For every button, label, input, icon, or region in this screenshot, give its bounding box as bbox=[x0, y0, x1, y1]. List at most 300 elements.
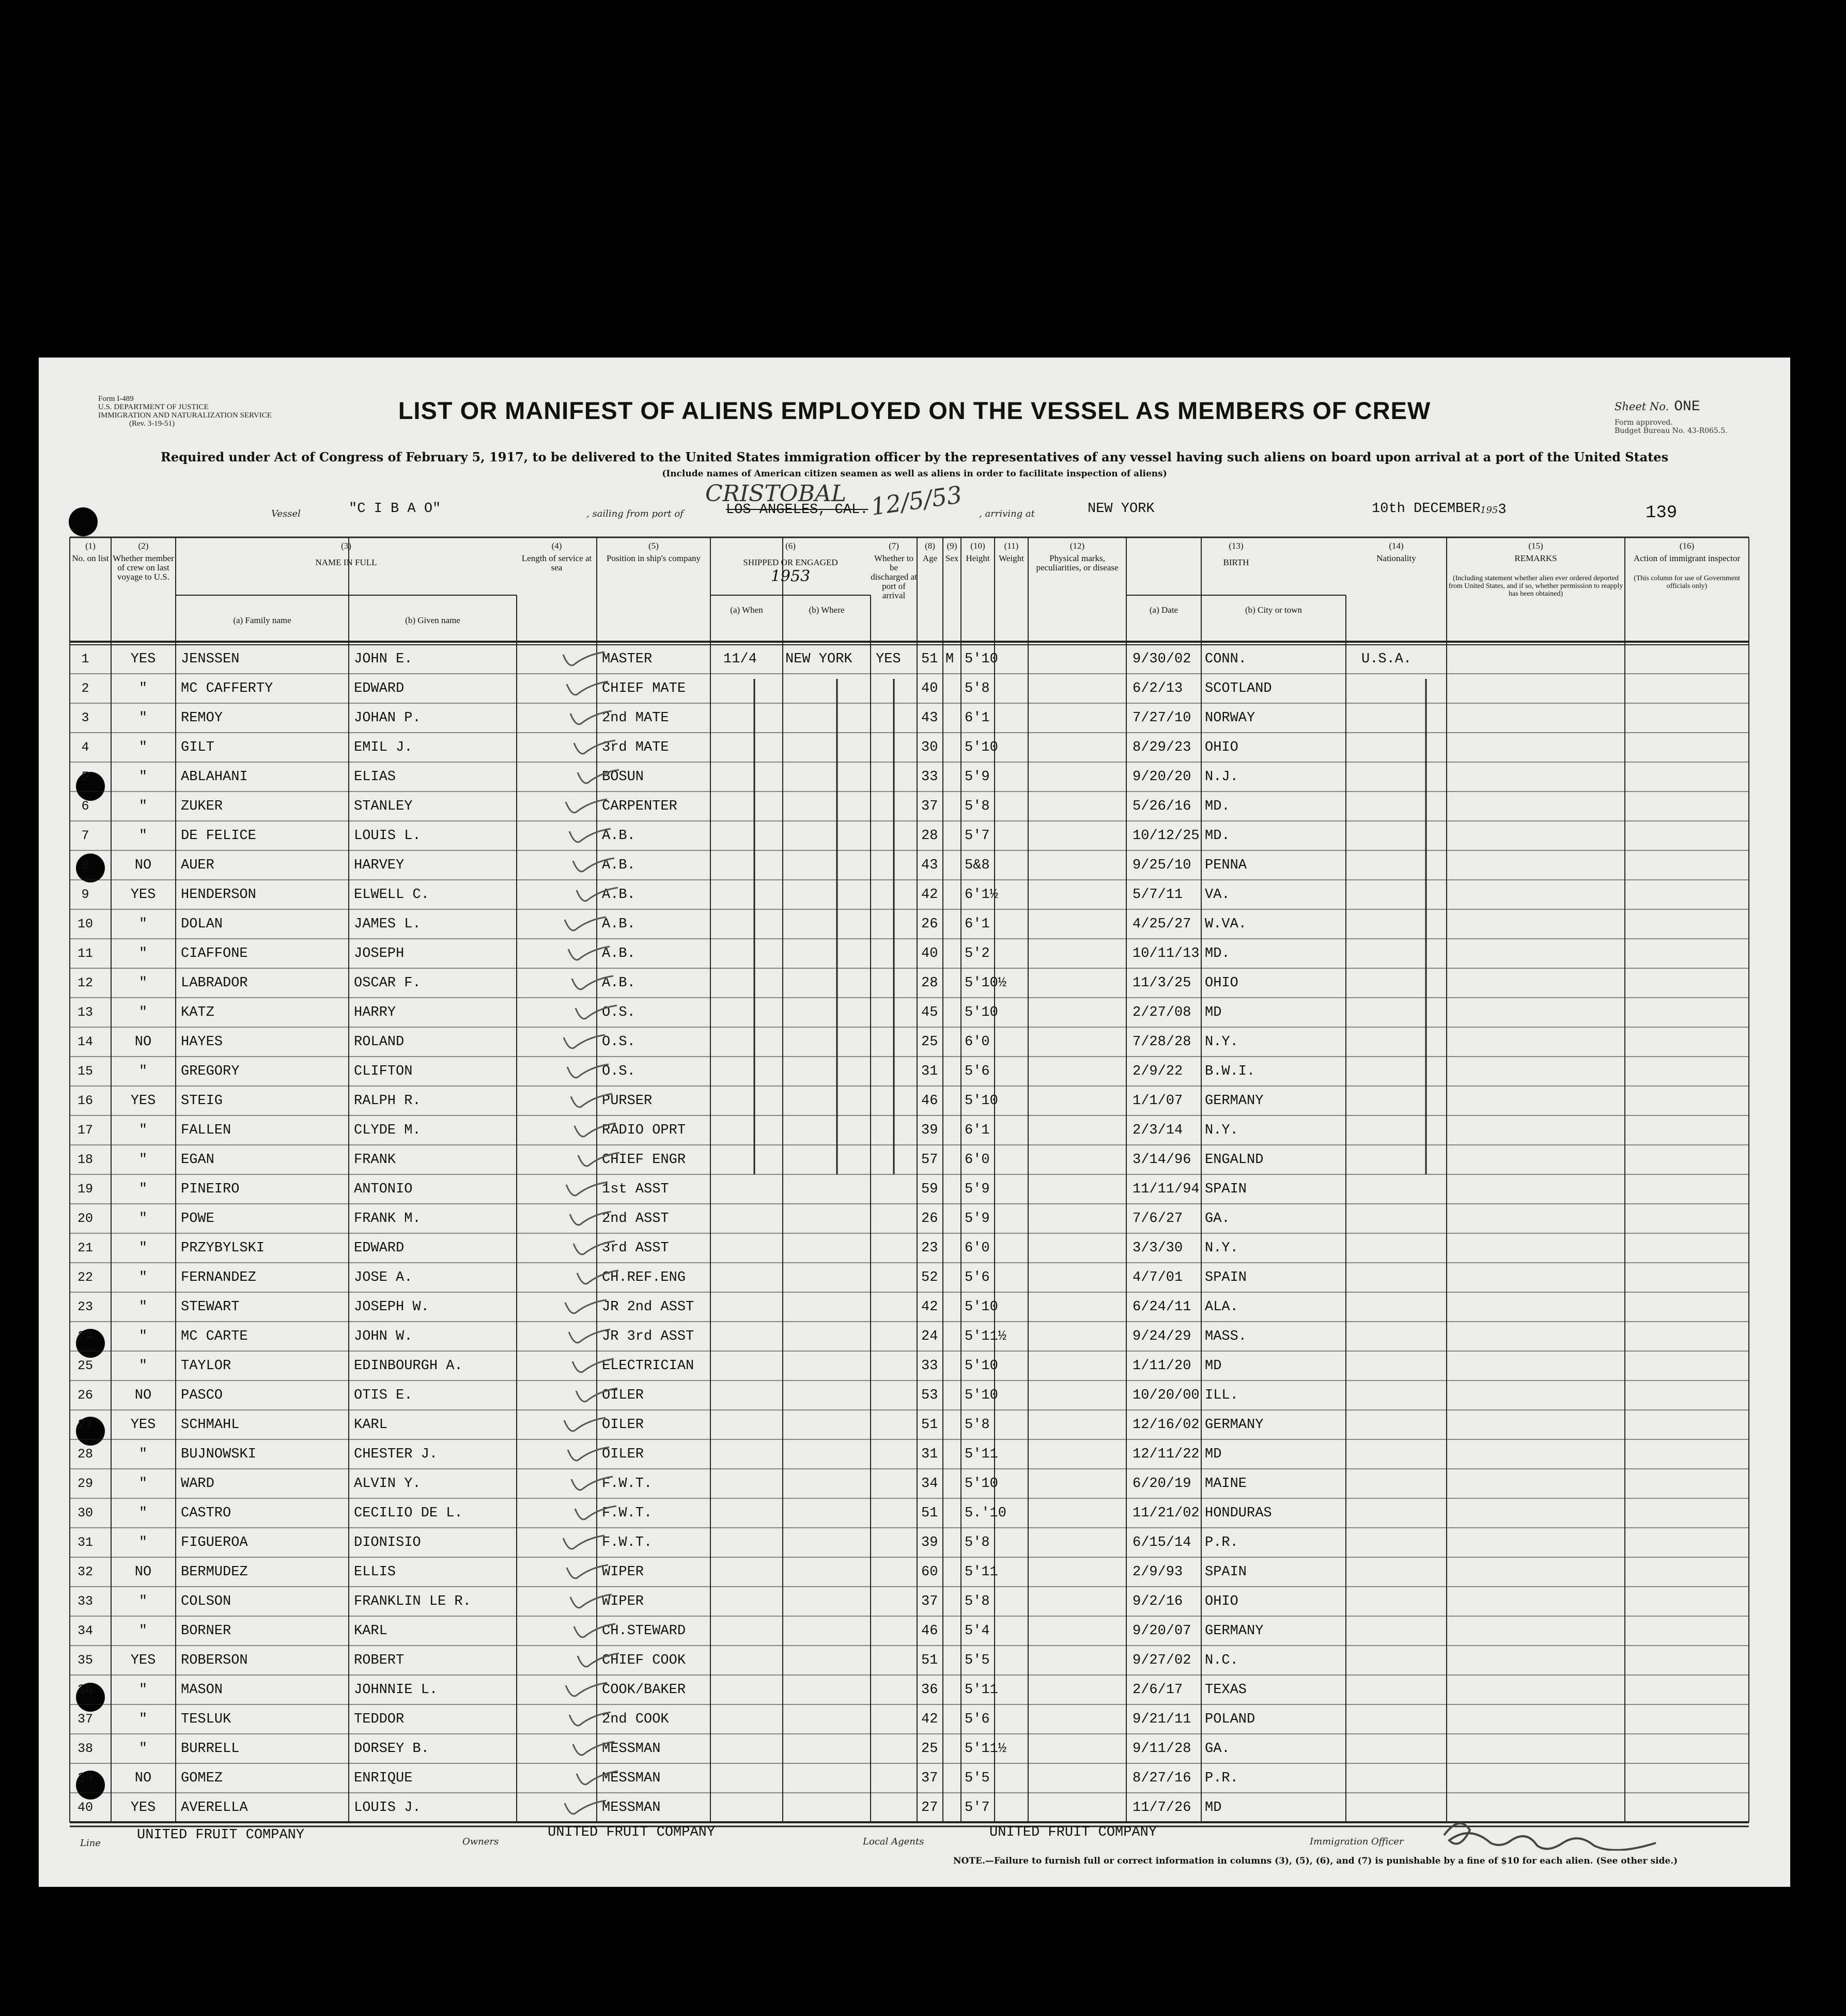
crew-no: 30 bbox=[77, 1506, 93, 1521]
crew-family: GREGORY bbox=[181, 1064, 240, 1079]
service-check-mark bbox=[574, 885, 620, 906]
crew-no: 12 bbox=[77, 975, 93, 990]
crew-no: 11 bbox=[77, 946, 93, 961]
local-agents-label: Local Agents bbox=[863, 1836, 924, 1847]
crew-family: STEIG bbox=[181, 1093, 223, 1109]
include-note: (Include names of American citizen seamen as well as aliens in order to facilitate inspection of aliens) bbox=[662, 469, 1167, 479]
header-c13-text: BIRTH bbox=[1223, 557, 1249, 567]
crew-birth-date: 9/20/20 bbox=[1133, 769, 1191, 785]
crew-family: FERNANDEZ bbox=[181, 1270, 256, 1285]
crew-position: OILER bbox=[602, 1388, 644, 1403]
crew-no: 23 bbox=[77, 1299, 93, 1314]
crew-position: F.W.T. bbox=[602, 1535, 653, 1550]
service-check-mark bbox=[575, 767, 622, 788]
crew-given: EDWARD bbox=[354, 1240, 405, 1256]
crew-age: 51 bbox=[921, 1653, 938, 1668]
year-suffix: 3 bbox=[1498, 502, 1507, 518]
owners-value: UNITED FRUIT COMPANY bbox=[548, 1825, 716, 1840]
crew-position: CHIEF MATE bbox=[602, 681, 686, 696]
crew-birth-place: GERMANY bbox=[1205, 1623, 1264, 1639]
sailing-date-handwritten: 12/5/53 bbox=[869, 480, 964, 521]
form-revision: (Rev. 3-19-51) bbox=[129, 420, 175, 428]
header-c3-family: (a) Family name bbox=[233, 615, 291, 625]
service-check-mark bbox=[571, 1621, 618, 1642]
crew-birth-date: 7/6/27 bbox=[1133, 1211, 1183, 1227]
crew-height: 5'6 bbox=[965, 1270, 990, 1285]
service-check-mark bbox=[572, 1121, 618, 1141]
crew-birth-date: 6/24/11 bbox=[1133, 1299, 1191, 1315]
crew-height: 5'8 bbox=[965, 1535, 990, 1550]
crew-family: POWE bbox=[181, 1211, 214, 1227]
crew-age: 25 bbox=[921, 1034, 938, 1050]
crew-height: 5'11 bbox=[965, 1682, 998, 1698]
crew-prev: " bbox=[138, 1005, 148, 1020]
crew-birth-date: 5/7/11 bbox=[1133, 887, 1183, 903]
crew-birth-place: MASS. bbox=[1205, 1329, 1247, 1344]
crew-birth-date: 5/26/16 bbox=[1133, 799, 1191, 814]
service-check-mark bbox=[567, 1209, 614, 1230]
crew-no: 10 bbox=[77, 917, 93, 932]
crew-no: 31 bbox=[77, 1535, 93, 1550]
crew-given: JOHN E. bbox=[354, 652, 413, 667]
crew-family: GILT bbox=[181, 740, 214, 755]
crew-given: FRANKLIN LE R. bbox=[354, 1594, 471, 1609]
act-statement: Required under Act of Congress of February 5, 1917, to be delivered to the United States immigration officer by the representatives of any vessel having such aliens on board upon arrival at a port of the United States bbox=[160, 449, 1669, 464]
crew-family: PASCO bbox=[181, 1388, 223, 1403]
crew-birth-place: MD bbox=[1205, 1358, 1222, 1374]
crew-height: 5'10 bbox=[965, 1476, 998, 1492]
crew-birth-date: 8/29/23 bbox=[1133, 740, 1191, 755]
service-check-mark bbox=[570, 1739, 617, 1760]
crew-given: ELWELL C. bbox=[354, 887, 429, 903]
crew-no: 15 bbox=[77, 1064, 93, 1079]
header-c2-num: (2) bbox=[138, 541, 149, 551]
service-check-mark bbox=[564, 1180, 610, 1200]
crew-family: BUJNOWSKI bbox=[181, 1447, 256, 1462]
crew-age: 53 bbox=[921, 1388, 938, 1403]
crew-birth-date: 11/7/26 bbox=[1133, 1800, 1191, 1816]
crew-birth-date: 9/27/02 bbox=[1133, 1653, 1191, 1668]
crew-given: JOHAN P. bbox=[354, 710, 421, 726]
crew-given: EDWARD bbox=[354, 681, 405, 696]
crew-family: TAYLOR bbox=[181, 1358, 231, 1374]
page-title: LIST OR MANIFEST OF ALIENS EMPLOYED ON THE VESSEL AS MEMBERS OF CREW bbox=[398, 397, 1431, 424]
crew-age: 37 bbox=[921, 799, 938, 814]
crew-family: GOMEZ bbox=[181, 1771, 223, 1786]
crew-no: 20 bbox=[77, 1211, 93, 1226]
crew-family: ROBERSON bbox=[181, 1653, 248, 1668]
crew-given: JAMES L. bbox=[354, 917, 421, 932]
crew-position: JR 3rd ASST bbox=[602, 1329, 694, 1344]
header-c11-text: Weight bbox=[999, 553, 1024, 563]
crew-no: 25 bbox=[77, 1358, 93, 1373]
vessel-label: Vessel bbox=[271, 508, 301, 519]
crew-prev: " bbox=[138, 1623, 148, 1639]
service-check-mark bbox=[563, 797, 610, 817]
crew-birth-place: SPAIN bbox=[1205, 1182, 1247, 1197]
crew-height: 5'8 bbox=[965, 681, 990, 696]
crew-prev: " bbox=[138, 1594, 148, 1609]
crew-prev: " bbox=[138, 1358, 148, 1374]
manifest-page bbox=[39, 358, 1790, 1887]
crew-position: 3rd ASST bbox=[602, 1240, 669, 1256]
crew-birth-place: HONDURAS bbox=[1205, 1506, 1272, 1521]
header-c1-text: No. on list bbox=[72, 553, 109, 563]
crew-height: 5'11 bbox=[965, 1447, 998, 1462]
crew-position: F.W.T. bbox=[602, 1476, 653, 1492]
crew-position: A.B. bbox=[602, 975, 635, 991]
crew-birth-place: TEXAS bbox=[1205, 1682, 1247, 1698]
crew-age: 43 bbox=[921, 710, 938, 726]
crew-prev: YES bbox=[130, 1093, 156, 1109]
service-check-mark bbox=[573, 1003, 619, 1023]
crew-prev: YES bbox=[130, 652, 156, 667]
header-c7-num: (7) bbox=[889, 541, 899, 551]
crew-family: SCHMAHL bbox=[181, 1417, 240, 1433]
header-c8-text: Age bbox=[922, 553, 938, 563]
service-check-mark bbox=[563, 1297, 609, 1318]
crew-age: 60 bbox=[921, 1564, 938, 1580]
crew-no: 3 bbox=[81, 710, 89, 725]
crew-prev: " bbox=[138, 1123, 148, 1138]
header-c16-sub: (This column for use of Government officials only) bbox=[1634, 575, 1740, 590]
crew-height: 5'10 bbox=[965, 1005, 998, 1020]
crew-given: JOSEPH bbox=[354, 946, 405, 962]
crew-birth-date: 9/25/10 bbox=[1133, 858, 1191, 873]
crew-no: 4 bbox=[81, 740, 89, 755]
crew-birth-place: MD. bbox=[1205, 828, 1230, 844]
crew-no: 21 bbox=[77, 1240, 93, 1255]
crew-height: 5'7 bbox=[965, 1800, 990, 1816]
service-check-mark bbox=[564, 1562, 611, 1583]
officer-signature bbox=[1434, 1815, 1671, 1851]
crew-age: 30 bbox=[921, 740, 938, 755]
crew-no: 16 bbox=[77, 1093, 93, 1108]
crew-position: A.B. bbox=[602, 828, 635, 844]
crew-birth-date: 10/20/00 bbox=[1133, 1388, 1200, 1403]
crew-position: CARPENTER bbox=[602, 799, 677, 814]
crew-birth-date: 2/27/08 bbox=[1133, 1005, 1191, 1020]
crew-age: 36 bbox=[921, 1682, 938, 1698]
crew-height: 5'5 bbox=[965, 1771, 990, 1786]
header-c5-text: Position in ship's company bbox=[606, 553, 701, 563]
crew-prev: " bbox=[138, 1712, 148, 1727]
crew-birth-place: SPAIN bbox=[1205, 1564, 1247, 1580]
crew-birth-place: GERMANY bbox=[1205, 1417, 1264, 1433]
crew-prev: NO bbox=[134, 1388, 152, 1403]
crew-prev: " bbox=[138, 769, 148, 785]
crew-age: 51 bbox=[921, 1506, 938, 1521]
crew-birth-date: 12/16/02 bbox=[1133, 1417, 1200, 1433]
crew-given: DORSEY B. bbox=[354, 1741, 429, 1757]
crew-age: 59 bbox=[921, 1182, 938, 1197]
crew-no: 18 bbox=[77, 1152, 93, 1167]
sheet-label: Sheet No. bbox=[1615, 400, 1669, 413]
service-check-mark bbox=[570, 1356, 616, 1377]
crew-height: 5&8 bbox=[965, 858, 990, 873]
crew-position: BOSUN bbox=[602, 769, 644, 785]
crew-no: 35 bbox=[77, 1653, 93, 1668]
header-c10-num: (10) bbox=[970, 541, 985, 551]
service-check-mark bbox=[570, 856, 617, 876]
crew-height: 6'0 bbox=[965, 1240, 990, 1256]
crew-birth-date: 9/21/11 bbox=[1133, 1712, 1191, 1727]
crew-birth-place: ILL. bbox=[1205, 1388, 1238, 1403]
page-number: 139 bbox=[1646, 503, 1678, 523]
header-c3-text: NAME IN FULL bbox=[315, 557, 377, 567]
form-number: Form I-489 bbox=[98, 395, 134, 403]
header-c10-text: Height bbox=[966, 553, 990, 563]
crew-prev: NO bbox=[134, 1034, 152, 1050]
crew-height: 5'10 bbox=[965, 1358, 998, 1374]
crew-family: TESLUK bbox=[181, 1712, 231, 1727]
crew-birth-date: 7/27/10 bbox=[1133, 710, 1191, 726]
crew-position: CH.STEWARD bbox=[602, 1623, 686, 1639]
service-check-mark bbox=[569, 973, 616, 994]
crew-family: AVERELLA bbox=[181, 1800, 248, 1816]
crew-height: 5'2 bbox=[965, 946, 990, 962]
crew-birth-place: MD. bbox=[1205, 946, 1230, 962]
crew-family: DOLAN bbox=[181, 917, 223, 932]
crew-age: 51 bbox=[921, 652, 938, 667]
crew-given: OTIS E. bbox=[354, 1388, 413, 1403]
crew-height: 5'8 bbox=[965, 1417, 990, 1433]
crew-given: STANLEY bbox=[354, 799, 413, 814]
crew-position: CH.REF.ENG bbox=[602, 1270, 686, 1285]
crew-birth-place: CONN. bbox=[1205, 652, 1247, 667]
header-c4-num: (4) bbox=[551, 541, 562, 551]
crew-family: AUER bbox=[181, 858, 214, 873]
crew-age: 45 bbox=[921, 1005, 938, 1020]
crew-no: 2 bbox=[81, 681, 89, 696]
crew-family: DE FELICE bbox=[181, 828, 256, 844]
header-c9-num: (9) bbox=[947, 541, 957, 551]
crew-family: ABLAHANI bbox=[181, 769, 248, 785]
crew-age: 24 bbox=[921, 1329, 938, 1344]
crew-position: OILER bbox=[602, 1417, 644, 1433]
crew-age: 25 bbox=[921, 1741, 938, 1757]
crew-no: 27 bbox=[77, 1417, 93, 1432]
crew-birth-place: NORWAY bbox=[1205, 710, 1255, 726]
crew-position: MASTER bbox=[602, 652, 653, 667]
crew-position: PURSER bbox=[602, 1093, 653, 1109]
header-c13-num: (13) bbox=[1229, 541, 1244, 551]
crew-birth-place: MAINE bbox=[1205, 1476, 1247, 1492]
service-check-mark bbox=[562, 1798, 609, 1819]
crew-birth-date: 12/11/22 bbox=[1133, 1447, 1200, 1462]
service-check-mark bbox=[565, 1062, 611, 1082]
crew-given: ALVIN Y. bbox=[354, 1476, 421, 1492]
crew-birth-place: N.Y. bbox=[1205, 1240, 1238, 1256]
crew-age: 26 bbox=[921, 917, 938, 932]
crew-position: 1st ASST bbox=[602, 1182, 669, 1197]
header-c7-text: Whether to be discharged at port of arrival bbox=[871, 553, 917, 600]
crew-given: KARL bbox=[354, 1417, 387, 1433]
crew-prev: " bbox=[138, 1506, 148, 1521]
arriving-port: NEW YORK bbox=[1088, 501, 1155, 517]
crew-birth-place: N.Y. bbox=[1205, 1123, 1238, 1138]
crew-birth-date: 10/11/13 bbox=[1133, 946, 1200, 962]
service-check-mark bbox=[563, 1680, 610, 1701]
crew-height: 5'9 bbox=[965, 1182, 990, 1197]
crew-height: 5'11½ bbox=[965, 1329, 1007, 1344]
crew-given: EMIL J. bbox=[354, 740, 413, 755]
crew-age: 43 bbox=[921, 858, 938, 873]
crew-birth-date: 3/3/30 bbox=[1133, 1240, 1183, 1256]
crew-given: ELLIS bbox=[354, 1564, 396, 1580]
form-department: U.S. DEPARTMENT OF JUSTICE bbox=[98, 403, 209, 411]
line-label: Line bbox=[80, 1838, 101, 1849]
header-c2-text: Whether member of crew on last voyage to U.S. bbox=[113, 553, 174, 582]
crew-prev: " bbox=[138, 740, 148, 755]
crew-height: 6'1½ bbox=[965, 887, 998, 903]
crew-age: 27 bbox=[921, 1800, 938, 1816]
crew-no: 33 bbox=[77, 1594, 93, 1609]
crew-no: 39 bbox=[77, 1771, 93, 1786]
crew-family: EGAN bbox=[181, 1152, 214, 1168]
crew-position: 2nd MATE bbox=[602, 710, 669, 726]
crew-birth-date: 2/6/17 bbox=[1133, 1682, 1183, 1698]
crew-prev: " bbox=[138, 1182, 148, 1197]
crew-age: 51 bbox=[921, 1417, 938, 1433]
crew-birth-place: OHIO bbox=[1205, 1594, 1238, 1609]
crew-given: LOUIS J. bbox=[354, 1800, 421, 1816]
crew-age: 57 bbox=[921, 1152, 938, 1168]
line-value: UNITED FRUIT COMPANY bbox=[137, 1827, 305, 1843]
crew-position: O.S. bbox=[602, 1005, 635, 1020]
header-c15-sub: (Including statement whether alien ever ordered deported from United States, and if so, whether permission to reapply has been obtained) bbox=[1448, 575, 1623, 598]
crew-height: 5'10½ bbox=[965, 975, 1007, 991]
crew-position: A.B. bbox=[602, 858, 635, 873]
crew-no: 9 bbox=[81, 887, 89, 902]
crew-no: 7 bbox=[81, 828, 89, 843]
crew-given: ANTONIO bbox=[354, 1182, 413, 1197]
service-check-mark bbox=[561, 1032, 608, 1053]
crew-prev: " bbox=[138, 1329, 148, 1344]
crew-height: 5'10 bbox=[965, 1388, 998, 1403]
crew-prev: " bbox=[138, 1211, 148, 1227]
crew-prev: YES bbox=[130, 1800, 156, 1816]
crew-birth-date: 4/25/27 bbox=[1133, 917, 1191, 932]
crew-height: 5'10 bbox=[965, 1299, 998, 1315]
crew-prev: " bbox=[138, 1447, 148, 1462]
crew-birth-place: N.C. bbox=[1205, 1653, 1238, 1668]
crew-position: O.S. bbox=[602, 1064, 635, 1079]
crew-family: FALLEN bbox=[181, 1123, 231, 1138]
header-c8-num: (8) bbox=[925, 541, 935, 551]
header-c6-year: 1953 bbox=[770, 567, 811, 585]
crew-position: 2nd COOK bbox=[602, 1712, 669, 1727]
crew-prev: " bbox=[138, 828, 148, 844]
crew-position: MESSMAN bbox=[602, 1800, 661, 1816]
crew-position: ELECTRICIAN bbox=[602, 1358, 694, 1374]
crew-sex: M bbox=[945, 652, 954, 667]
crew-birth-date: 1/1/07 bbox=[1133, 1093, 1183, 1109]
crew-family: KATZ bbox=[181, 1005, 214, 1020]
header-c12-num: (12) bbox=[1069, 541, 1085, 551]
crew-prev: " bbox=[138, 1535, 148, 1550]
crew-given: CLYDE M. bbox=[354, 1123, 421, 1138]
service-check-mark bbox=[575, 1651, 622, 1671]
local-agents-value: UNITED FRUIT COMPANY bbox=[989, 1825, 1157, 1840]
header-c14-text: Nationality bbox=[1376, 553, 1416, 563]
crew-height: 6'1 bbox=[965, 917, 990, 932]
crew-no: 40 bbox=[77, 1800, 93, 1815]
crew-position: CHIEF ENGR bbox=[602, 1152, 686, 1168]
crew-prev: " bbox=[138, 1240, 148, 1256]
crew-position: CHIEF COOK bbox=[602, 1653, 686, 1668]
crew-birth-place: P.R. bbox=[1205, 1771, 1238, 1786]
crew-family: LABRADOR bbox=[181, 975, 248, 991]
service-check-mark bbox=[571, 1238, 617, 1259]
penalty-note: NOTE.—Failure to furnish full or correct information in columns (3), (5), (6), and (7) is punishable by a fine of $10 for each alien. (See other side.) bbox=[953, 1856, 1678, 1866]
service-check-mark bbox=[569, 1474, 615, 1495]
service-check-mark bbox=[575, 1268, 621, 1289]
crew-age: 37 bbox=[921, 1594, 938, 1609]
sailing-port-handwritten: CRISTOBAL bbox=[705, 480, 847, 507]
crew-prev: " bbox=[138, 1741, 148, 1757]
crew-position: OILER bbox=[602, 1447, 644, 1462]
crew-birth-date: 3/14/96 bbox=[1133, 1152, 1191, 1168]
crew-prev: NO bbox=[134, 858, 152, 873]
header-c1-num: (1) bbox=[85, 541, 96, 551]
crew-birth-place: P.R. bbox=[1205, 1535, 1238, 1550]
service-check-mark bbox=[561, 1533, 607, 1554]
crew-position: 2nd ASST bbox=[602, 1211, 669, 1227]
crew-age: 42 bbox=[921, 1712, 938, 1727]
header-c9-text: Sex bbox=[945, 553, 959, 563]
crew-height: 5'11 bbox=[965, 1564, 998, 1580]
header-c15-num: (15) bbox=[1528, 541, 1543, 551]
crew-age: 46 bbox=[921, 1093, 938, 1109]
crew-age: 39 bbox=[921, 1535, 938, 1550]
crew-given: KARL bbox=[354, 1623, 387, 1639]
crew-position: JR 2nd ASST bbox=[602, 1299, 694, 1315]
header-c12-text: Physical marks, peculiarities, or disease bbox=[1036, 553, 1119, 572]
crew-height: 5.'10 bbox=[965, 1506, 1007, 1521]
crew-given: DIONISIO bbox=[354, 1535, 421, 1550]
crew-no: 37 bbox=[77, 1712, 93, 1727]
crew-age: 28 bbox=[921, 828, 938, 844]
crew-position: MESSMAN bbox=[602, 1741, 661, 1757]
crew-given: ROBERT bbox=[354, 1653, 405, 1668]
header-c13-date: (a) Date bbox=[1149, 605, 1178, 615]
crew-no: 24 bbox=[77, 1329, 93, 1344]
crew-position: RADIO OPRT bbox=[602, 1123, 686, 1138]
crew-family: WARD bbox=[181, 1476, 214, 1492]
crew-age: 34 bbox=[921, 1476, 938, 1492]
crew-prev: " bbox=[138, 1476, 148, 1492]
crew-height: 5'5 bbox=[965, 1653, 990, 1668]
service-check-mark bbox=[562, 1415, 608, 1436]
crew-no: 26 bbox=[77, 1388, 93, 1403]
crew-birth-place: GA. bbox=[1205, 1741, 1230, 1757]
crew-prev: " bbox=[138, 681, 148, 696]
crew-prev: YES bbox=[130, 1653, 156, 1668]
crew-no: 29 bbox=[77, 1476, 93, 1491]
crew-age: 40 bbox=[921, 946, 938, 962]
crew-age: 39 bbox=[921, 1123, 938, 1138]
crew-height: 5'11½ bbox=[965, 1741, 1007, 1757]
crew-age: 31 bbox=[921, 1064, 938, 1079]
crew-birth-place: OHIO bbox=[1205, 975, 1238, 991]
crew-height: 6'0 bbox=[965, 1034, 990, 1050]
crew-family: CIAFFONE bbox=[181, 946, 248, 962]
crew-prev: " bbox=[138, 710, 148, 726]
crew-birth-date: 6/20/19 bbox=[1133, 1476, 1191, 1492]
crew-height: 5'8 bbox=[965, 1594, 990, 1609]
crew-birth-place: PENNA bbox=[1205, 858, 1247, 873]
